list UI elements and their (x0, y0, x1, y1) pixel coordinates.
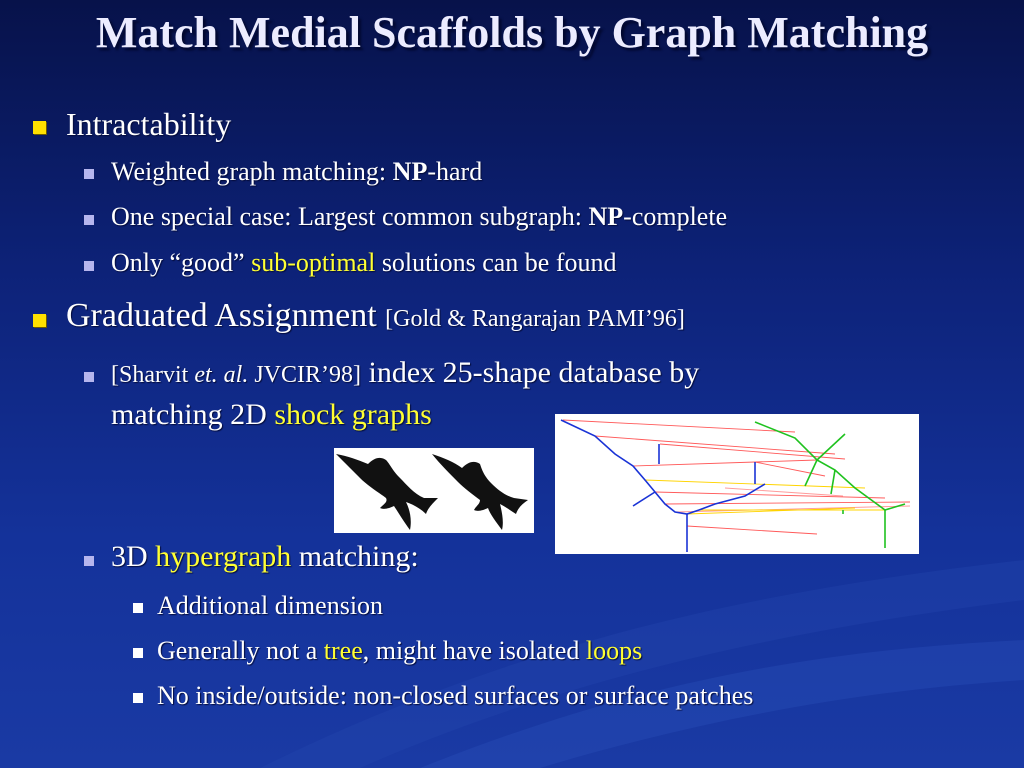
bullet-text: One special case: Largest common subgraph: (111, 202, 589, 231)
citation: [Sharvit (111, 362, 195, 388)
highlight-text: sub-optimal (251, 248, 376, 277)
bullet-sharvit-line2 (111, 398, 432, 432)
bullet-icon (33, 314, 46, 327)
bullet-text: -hard (427, 157, 483, 186)
shock-graph-matching-image (555, 414, 919, 554)
sub-sub-bullet-icon (133, 693, 143, 703)
highlight-text: hypergraph (155, 540, 292, 573)
bullet-additional (157, 591, 383, 621)
bullet-text: index 25-shape database by (361, 356, 700, 389)
bullet-text: Only “good” (111, 248, 252, 277)
sub-bullet-icon (84, 261, 94, 271)
highlight-text: loops (585, 636, 643, 665)
bullet-tree (157, 636, 642, 666)
bullet-hypergraph (111, 540, 419, 574)
sub-bullet-icon (84, 169, 94, 179)
citation: [Gold & Rangarajan PAMI’96] (385, 306, 685, 332)
np-label: NP (588, 202, 624, 231)
sub-bullet-icon (84, 556, 94, 566)
bullet-icon (33, 121, 46, 134)
shark-silhouettes-image (334, 448, 534, 533)
bullet-good (111, 248, 617, 278)
bullet-text: , might have isolated (362, 636, 586, 665)
bullet-text: Intractability (66, 106, 232, 142)
bullet-graduated (66, 297, 685, 335)
bullet-text: matching: (291, 540, 419, 573)
sub-bullet-icon (84, 215, 94, 225)
sub-bullet-icon (84, 372, 94, 382)
np-label: NP (392, 157, 428, 186)
bullet-text: Weighted graph matching: (111, 157, 393, 186)
bullet-text: solutions can be found (375, 248, 617, 277)
citation: et. al. (194, 362, 249, 388)
bullet-inside-outside (157, 681, 753, 711)
bullet-text: -complete (623, 202, 728, 231)
highlight-text: shock graphs (274, 398, 432, 431)
bullet-sharvit (111, 356, 699, 390)
bullet-text: matching 2D (111, 398, 275, 431)
citation: JVCIR’98] (248, 362, 361, 388)
bullet-weighted (111, 157, 482, 187)
sub-sub-bullet-icon (133, 648, 143, 658)
bullet-text: Generally not a (157, 636, 324, 665)
highlight-text: tree (323, 636, 363, 665)
bullet-special-case (111, 202, 727, 232)
sub-sub-bullet-icon (133, 603, 143, 613)
bullet-intractability (66, 106, 231, 143)
bullet-text: 3D (111, 540, 156, 573)
bullet-text: Additional dimension (157, 591, 384, 620)
bullet-text: No inside/outside: non-closed surfaces or surface patches (157, 681, 754, 710)
bullet-text: Graduated Assignment (66, 297, 386, 334)
slide-title: Match Medial Scaffolds by Graph Matching (95, 8, 929, 57)
